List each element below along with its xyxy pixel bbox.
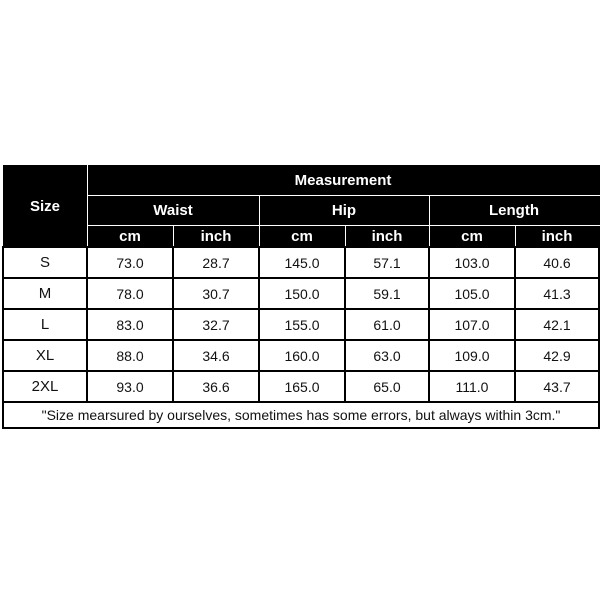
value-cell: 109.0 — [429, 340, 515, 371]
value-cell: 103.0 — [429, 247, 515, 278]
value-cell: 73.0 — [87, 247, 173, 278]
value-cell: 30.7 — [173, 278, 259, 309]
table-footer — [3, 402, 599, 428]
measurement-header: Measurement — [87, 166, 599, 196]
value-cell: 83.0 — [87, 309, 173, 340]
header-row-groups — [3, 196, 599, 226]
size-cell: S — [3, 247, 87, 278]
value-cell: 65.0 — [345, 371, 429, 402]
table-row — [3, 247, 599, 278]
note-row — [3, 402, 599, 428]
value-cell: 63.0 — [345, 340, 429, 371]
value-cell: 40.6 — [515, 247, 599, 278]
value-cell: 57.1 — [345, 247, 429, 278]
size-column-header: Size — [3, 166, 87, 248]
table-row — [3, 309, 599, 340]
value-cell: 43.7 — [515, 371, 599, 402]
size-cell: 2XL — [3, 371, 87, 402]
value-cell: 42.1 — [515, 309, 599, 340]
value-cell: 155.0 — [259, 309, 345, 340]
table-row — [3, 340, 599, 371]
value-cell: 105.0 — [429, 278, 515, 309]
header-row-measurement — [3, 166, 599, 196]
unit-header-hip-inch: inch — [345, 226, 429, 248]
value-cell: 150.0 — [259, 278, 345, 309]
unit-header-length-inch: inch — [515, 226, 599, 248]
size-cell: L — [3, 309, 87, 340]
unit-header-waist-cm: cm — [87, 226, 173, 248]
size-cell: M — [3, 278, 87, 309]
table-body — [3, 247, 599, 402]
value-cell: 107.0 — [429, 309, 515, 340]
value-cell: 32.7 — [173, 309, 259, 340]
unit-header-length-cm: cm — [429, 226, 515, 248]
value-cell: 165.0 — [259, 371, 345, 402]
value-cell: 61.0 — [345, 309, 429, 340]
value-cell: 111.0 — [429, 371, 515, 402]
value-cell: 41.3 — [515, 278, 599, 309]
length-header: Length — [429, 196, 599, 226]
table-row — [3, 371, 599, 402]
unit-header-waist-inch: inch — [173, 226, 259, 248]
value-cell: 88.0 — [87, 340, 173, 371]
measurement-note: "Size mearsured by ourselves, sometimes has some errors, but always within 3cm." — [3, 402, 599, 428]
size-cell: XL — [3, 340, 87, 371]
table-header — [3, 166, 599, 248]
value-cell: 59.1 — [345, 278, 429, 309]
value-cell: 93.0 — [87, 371, 173, 402]
value-cell: 36.6 — [173, 371, 259, 402]
value-cell: 42.9 — [515, 340, 599, 371]
unit-header-hip-cm: cm — [259, 226, 345, 248]
value-cell: 160.0 — [259, 340, 345, 371]
header-row-units — [3, 226, 599, 248]
table-row — [3, 278, 599, 309]
value-cell: 78.0 — [87, 278, 173, 309]
value-cell: 145.0 — [259, 247, 345, 278]
hip-header: Hip — [259, 196, 429, 226]
value-cell: 34.6 — [173, 340, 259, 371]
size-chart-table — [2, 165, 600, 429]
value-cell: 28.7 — [173, 247, 259, 278]
waist-header: Waist — [87, 196, 259, 226]
